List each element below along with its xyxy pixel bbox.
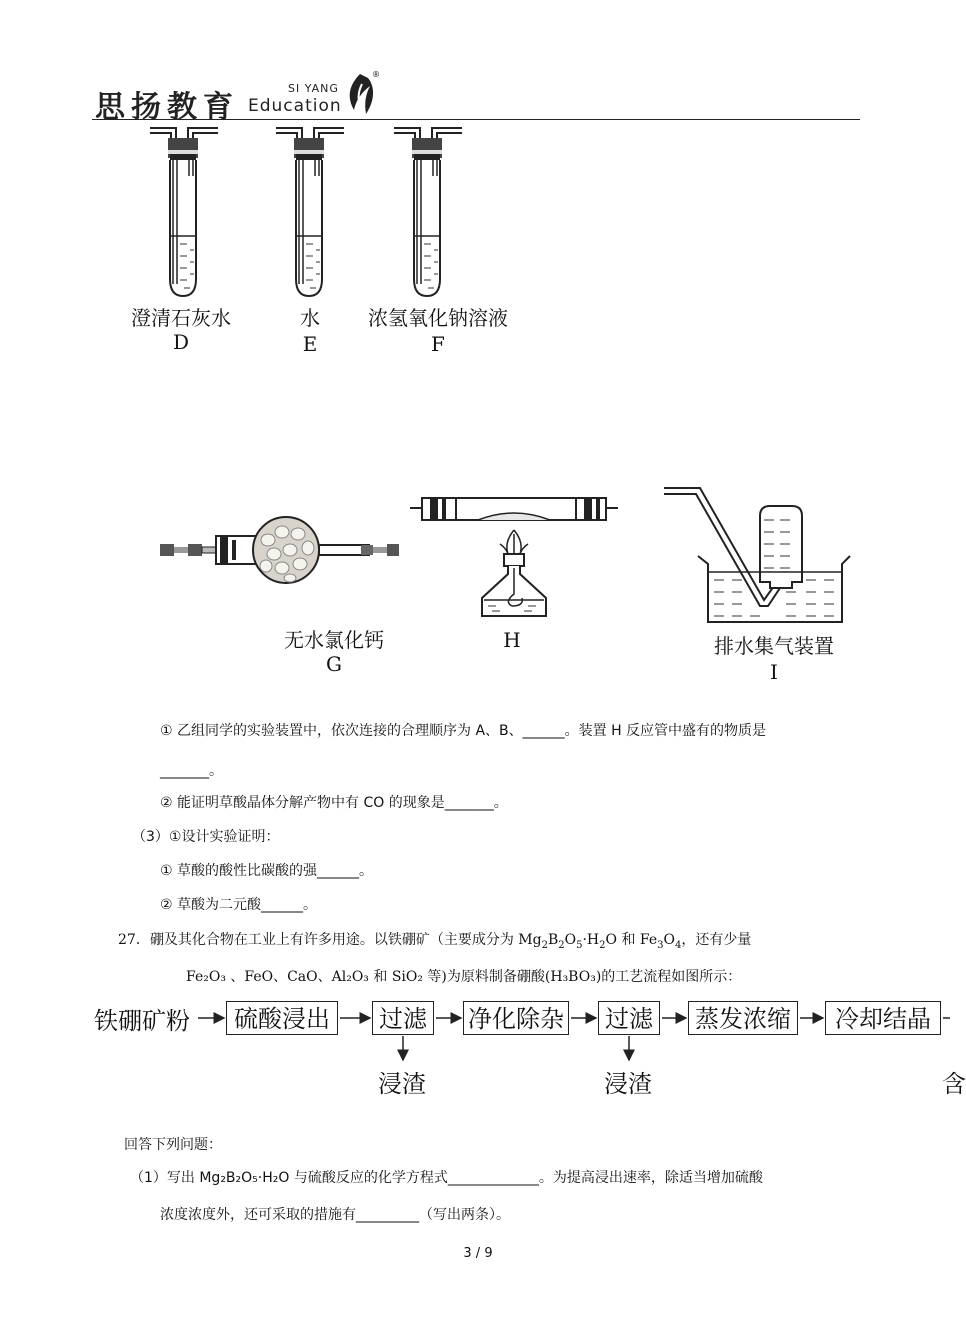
question-2: ② 能证明草酸晶体分解产物中有 CO 的现象是_______。 xyxy=(160,795,508,811)
label-d: 澄清石灰水 xyxy=(131,306,231,330)
formula-part: O xyxy=(564,932,577,948)
formula-part: O 和 Fe xyxy=(605,932,658,948)
drying-tube-figure xyxy=(156,512,406,592)
letter-f: F xyxy=(431,332,445,356)
reaction-tube-figure xyxy=(408,490,620,620)
question-27-text-b: ，还有少量 xyxy=(681,932,752,948)
brand-name-en: Education xyxy=(248,96,342,116)
letter-d: D xyxy=(172,330,190,354)
letter-e: E xyxy=(302,332,318,356)
question-27-number: 27． xyxy=(118,932,150,948)
formula-sub: 2 xyxy=(558,939,565,951)
question-27-text-a: 硼及其化合物在工业上有许多用途。以铁硼矿（主要成分为 xyxy=(149,932,519,948)
formula-sub: 4 xyxy=(675,939,682,951)
answer-1-line-2: 浓度浓度外，还可采取的措施有_________（写出两条）。 xyxy=(160,1207,510,1223)
flow-start: 铁硼矿粉 xyxy=(94,1007,190,1035)
letter-i: I xyxy=(770,660,778,684)
formula-part: O xyxy=(663,932,676,948)
brand-name-en-small: SI YANG xyxy=(288,82,339,95)
letter-g: G xyxy=(326,652,342,676)
flow-arrows xyxy=(0,990,950,1080)
brand-name-cn: 思扬教育 xyxy=(95,90,239,125)
formula-part: ·H xyxy=(582,932,600,948)
label-e: 水 xyxy=(300,306,320,330)
flow-step-3: 净化除杂 xyxy=(463,1001,569,1035)
flow-residue-2: 浸渣 xyxy=(604,1070,652,1098)
flow-step-1: 硫酸浸出 xyxy=(226,1001,338,1035)
formula-part: Mg xyxy=(518,932,542,948)
question-1-line-2: _______。 xyxy=(160,763,223,779)
water-collection-figure xyxy=(656,484,852,624)
letter-h: H xyxy=(503,628,521,652)
flow-cut-text: 含 xyxy=(942,1070,966,1098)
page-number: 3 / 9 xyxy=(463,1246,493,1261)
flow-step-5: 蒸发浓缩 xyxy=(688,1001,798,1035)
header-rule xyxy=(92,119,860,120)
formula-sub: 5 xyxy=(576,939,583,951)
question-3: （3）①设计实验证明： xyxy=(132,829,280,845)
flow-residue-1: 浸渣 xyxy=(378,1070,426,1098)
question-27-line-1 xyxy=(118,929,751,951)
formula-part: B xyxy=(547,932,559,948)
flow-step-6: 冷却结晶 xyxy=(825,1001,941,1035)
label-i: 排水集气装置 xyxy=(714,634,834,658)
registered-mark: ® xyxy=(372,70,380,79)
question-27-line-2: Fe₂O₃ 、FeO、CaO、Al₂O₃ 和 SiO₂ 等)为原料制备硼酸(H₃BO₃)的工艺流程如图所示： xyxy=(186,969,742,985)
answer-1-line-1: （1）写出 Mg₂B₂O₅·H₂O 与硫酸反应的化学方程式_____________。为提高浸出速率，除适当增加硫酸 xyxy=(130,1170,763,1186)
test-tubes-figure xyxy=(120,124,500,302)
formula-sub: 2 xyxy=(541,939,548,951)
question-3-2: ② 草酸为二元酸______。 xyxy=(160,897,318,913)
answer-intro: 回答下列问题： xyxy=(124,1137,222,1153)
question-1-line-1: ① 乙组同学的实验装置中，依次连接的合理顺序为 A、B、______。装置 H 反应管中盛有的物质是 xyxy=(160,723,767,739)
label-g: 无水氯化钙 xyxy=(284,628,384,652)
flow-step-2: 过滤 xyxy=(372,1001,434,1035)
label-f: 浓氢氧化钠溶液 xyxy=(368,306,508,330)
formula-sub: 2 xyxy=(599,939,606,951)
formula-sub: 3 xyxy=(657,939,664,951)
flow-step-4: 过滤 xyxy=(598,1001,660,1035)
question-3-1: ① 草酸的酸性比碳酸的强______。 xyxy=(160,863,374,879)
